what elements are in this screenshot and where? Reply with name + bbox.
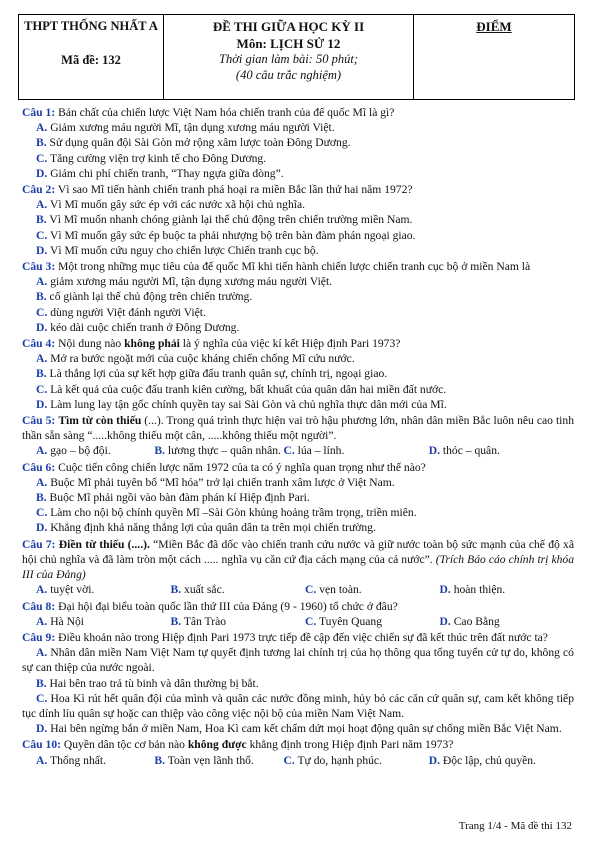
- option-d[interactable]: D. kéo dài cuộc chiến tranh ở Đông Dương.: [36, 320, 240, 334]
- question-3: [22, 259, 574, 335]
- citation: (Trích Báo cáo chính trị khóa III của Đảng): [22, 552, 574, 582]
- title-cell: [164, 15, 414, 99]
- question-text: Đại hội đại biểu toàn quốc lần thứ III của Đảng (9 - 1960) tổ chức ở đâu?: [58, 599, 398, 613]
- exam-time: Thời gian làm bài: 50 phút;: [219, 52, 358, 66]
- question-list: [22, 105, 574, 769]
- option-b[interactable]: B. Vì Mĩ muốn nhanh chóng giành lại thế chủ động trên chiến trường miền Nam.: [36, 213, 413, 227]
- options-row: [22, 614, 574, 629]
- emphasis-text: Điền từ thiếu (....).: [58, 537, 150, 551]
- option-a[interactable]: A. Giảm xương máu người Mĩ, tận dụng xương máu người Việt.: [36, 121, 335, 135]
- options-row: [22, 443, 574, 458]
- option-a[interactable]: A. giảm xương máu người Mĩ, tận dụng xương máu người Việt.: [36, 275, 333, 289]
- option-c[interactable]: C. Tuyên Quang: [305, 614, 383, 628]
- question-text: Vì sao Mĩ tiến hành chiến tranh phá hoại ra miền Bắc lần thứ hai năm 1972?: [57, 183, 413, 197]
- question-number: Câu 6:: [22, 460, 56, 474]
- option-a[interactable]: A. Thống nhất.: [36, 753, 107, 767]
- option-d[interactable]: D. Làm lung lay tận gốc chính quyền tay sai Sài Gòn và chủ nghĩa thực dân mới của Mĩ.: [36, 397, 447, 411]
- option-b[interactable]: B. Buộc Mĩ phải ngồi vào bàn đàm phán kí Hiệp định Pari.: [36, 491, 310, 505]
- school-cell: [19, 15, 164, 99]
- option-c[interactable]: C. vẹn toàn.: [305, 583, 362, 597]
- option-d[interactable]: D. Cao Bằng: [439, 614, 500, 628]
- question-text: Cuộc tiến công chiến lược năm 1972 của ta có ý nghĩa quan trọng như thế nào?: [58, 460, 426, 474]
- option-a[interactable]: A. Buộc Mĩ phải tuyên bố “Mĩ hóa” trở lại chiến tranh xâm lược ở Việt Nam.: [36, 475, 395, 489]
- option-b[interactable]: B. Là thắng lợi của sự kết hợp giữa đấu tranh quân sự, chính trị, ngoại giao.: [36, 367, 388, 381]
- question-5: Câu 5: Tìm từ còn thiếu (...). Trong quá trình thực hiện vai trò hậu phương lớn, nhân dân miền Bắc luôn nêu cao tinh thần sẵn sàng “.....không thiếu một cân, .....không thiếu một người”. A. gạo – bộ đội. B. lương thực – quân nhân. C. lúa – lính. D. thóc – quân.: [22, 414, 574, 458]
- option-c[interactable]: C. Tự do, hạnh phúc.: [283, 753, 382, 767]
- option-b[interactable]: B. xuất sắc.: [170, 583, 225, 597]
- question-number: Câu 10:: [22, 738, 61, 752]
- option-a[interactable]: A. Hà Nội: [36, 614, 84, 628]
- question-7: Câu 7: Điền từ thiếu (....). “Miền Bắc đã dốc vào chiến tranh cứu nước và giữ nước toàn bộ sức mạnh của chế độ xã hội chủ nghĩa và đã làm tròn một cách ..... nghĩa vụ căn cứ địa cách mạng của cả nước”. (Trích Báo cáo chính trị khóa III của Đảng) A. tuyệt vời. B. xuất sắc. C. vẹn toàn. D. hoàn thiện.: [22, 537, 574, 597]
- question-number: Câu 2:: [22, 183, 56, 197]
- option-a[interactable]: A. Nhân dân miền Nam Việt Nam tự quyết định tương lai chính trị của họ thông qua tổng tuyển cử tự do, không có sự can thiệp của nước ngoài.: [22, 646, 574, 675]
- school-name: THPT THỐNG NHẤT A: [24, 19, 158, 33]
- option-a[interactable]: A. Mở ra bước ngoặt mới của cuộc kháng chiến chống Mĩ cứu nước.: [36, 352, 355, 366]
- option-c[interactable]: C. lúa – lính.: [283, 444, 345, 458]
- question-number: Câu 8:: [22, 599, 56, 613]
- question-8: [22, 599, 574, 629]
- question-text: Bản chất của chiến lược Việt Nam hóa chiến tranh của đế quốc Mĩ là gì?: [58, 106, 395, 119]
- score-cell: [414, 15, 574, 99]
- option-b[interactable]: B. Toàn vẹn lãnh thổ.: [154, 753, 254, 767]
- option-d[interactable]: D. Độc lập, chủ quyền.: [428, 753, 536, 767]
- exam-title: ĐỀ THI GIỮA HỌC KỲ II: [212, 19, 365, 34]
- question-2: [22, 182, 574, 258]
- exam-header: [18, 14, 575, 100]
- option-c[interactable]: C. Hoa Kì rút hết quân đội của mình và quân các nước đồng minh, hủy bỏ các căn cứ quân sự, cam kết không tiếp tục dính líu quân sự hoặc can thiệp vào công việc nội bộ của miền Nam Việt Nam.: [22, 691, 575, 720]
- option-b[interactable]: B. Tân Trào: [170, 614, 227, 628]
- option-b[interactable]: B. Sử dụng quân đội Sài Gòn mở rộng xâm lược toàn Đông Dương.: [36, 136, 351, 150]
- options-row: [22, 582, 574, 597]
- question-number: Câu 7:: [22, 537, 56, 551]
- option-b[interactable]: B. cố giành lại thế chủ động trên chiến trường.: [36, 290, 253, 304]
- exam-code: Mã đề: 132: [61, 53, 121, 67]
- option-d[interactable]: D. Vì Mĩ muốn cứu nguy cho chiến lược Chiến tranh cục bộ.: [36, 243, 319, 257]
- option-c[interactable]: C. dùng người Việt đánh người Việt.: [36, 305, 206, 319]
- option-a[interactable]: A. gạo – bộ đội.: [36, 444, 111, 458]
- emphasis-text: không được: [187, 738, 247, 752]
- page-footer: Trang 1/4 - Mã đề thi 132: [458, 820, 572, 832]
- option-d[interactable]: D. Hai bên ngừng bắn ở miền Nam, Hoa Kì cam kết chấm dứt mọi hoạt động quân sự chống miền Bắc Việt Nam.: [36, 722, 562, 736]
- option-c[interactable]: C. Tăng cường viện trợ kinh tế cho Đông Dương.: [36, 151, 267, 165]
- question-count: (40 câu trắc nghiệm): [235, 68, 342, 82]
- option-a[interactable]: A. tuyệt vời.: [36, 583, 95, 597]
- question-number: Câu 1:: [22, 106, 56, 119]
- option-c[interactable]: C. Làm cho nội bộ chính quyền Mĩ –Sài Gòn khủng hoảng trầm trọng, triền miên.: [36, 506, 417, 520]
- question-text: Một trong những mục tiêu của đế quốc Mĩ khi tiến hành chiến lược chiến tranh cục bộ ở miền Nam là: [58, 260, 531, 274]
- option-b[interactable]: B. Hai bên trao trả tù binh và dân thường bị bắt.: [36, 676, 259, 690]
- option-a[interactable]: A. Vì Mĩ muốn gây sức ép với các nước xã hội chủ nghĩa.: [36, 198, 306, 212]
- question-text: Điều khoản nào trong Hiệp định Pari 1973 trực tiếp đề cập đến việc chiến sự đã kết thúc trên đất nước ta?: [58, 630, 548, 644]
- emphasis-text: Tìm từ còn thiếu: [58, 414, 142, 428]
- option-c[interactable]: C. Là kết quả của cuộc đấu tranh kiên cường, bất khuất của quân dân hai miền đất nước.: [36, 382, 447, 396]
- exam-subject: Môn: LỊCH SỬ 12: [236, 36, 341, 51]
- question-10: Câu 10: Quyền dân tộc cơ bản nào không được khẳng định trong Hiệp định Pari năm 1973? A. Thống nhất. B. Toàn vẹn lãnh thổ. C. Tự do, hạnh phúc. D. Độc lập, chủ quyền.: [22, 737, 574, 767]
- option-b[interactable]: B. lương thực – quân nhân.: [154, 444, 281, 458]
- option-c[interactable]: C. Vì Mĩ muốn gây sức ép buộc ta phải nhượng bộ trên bàn đàm phán ngoại giao.: [36, 228, 416, 242]
- option-d[interactable]: D. thóc – quân.: [428, 444, 500, 458]
- question-4: Câu 4: Nội dung nào không phải là ý nghĩa của việc kí kết Hiệp định Pari 1973? A. Mở ra bước ngoặt mới của cuộc kháng chiến chống Mĩ cứu nước. B. Là thắng lợi của sự kết hợp giữa đấu tranh quân sự, chính trị, ngoại giao. C. Là kết quả của cuộc đấu tranh kiên cường, bất khuất của quân dân hai miền đất nước. D. Làm lung lay tận gốc chính quyền tay sai Sài Gòn và chủ nghĩa thực dân mới của Mĩ.: [22, 336, 574, 412]
- question-number: Câu 3:: [22, 260, 56, 274]
- question-9: [22, 630, 574, 736]
- emphasis-text: không phải: [124, 337, 180, 351]
- question-number: Câu 9:: [22, 630, 56, 644]
- question-number: Câu 4:: [22, 337, 56, 351]
- option-d[interactable]: D. Giảm chi phí chiến tranh, “Thay ngựa giữa dòng”.: [36, 166, 284, 180]
- question-6: [22, 460, 574, 536]
- score-label: ĐIỂM: [476, 19, 512, 34]
- option-d[interactable]: D. hoàn thiện.: [439, 583, 506, 597]
- option-d[interactable]: D. Khẳng định khả năng thắng lợi của quân dân ta trên mọi chiến trường.: [36, 521, 376, 535]
- options-row: [22, 753, 574, 768]
- question-1: [22, 105, 574, 181]
- question-number: Câu 5:: [22, 414, 56, 428]
